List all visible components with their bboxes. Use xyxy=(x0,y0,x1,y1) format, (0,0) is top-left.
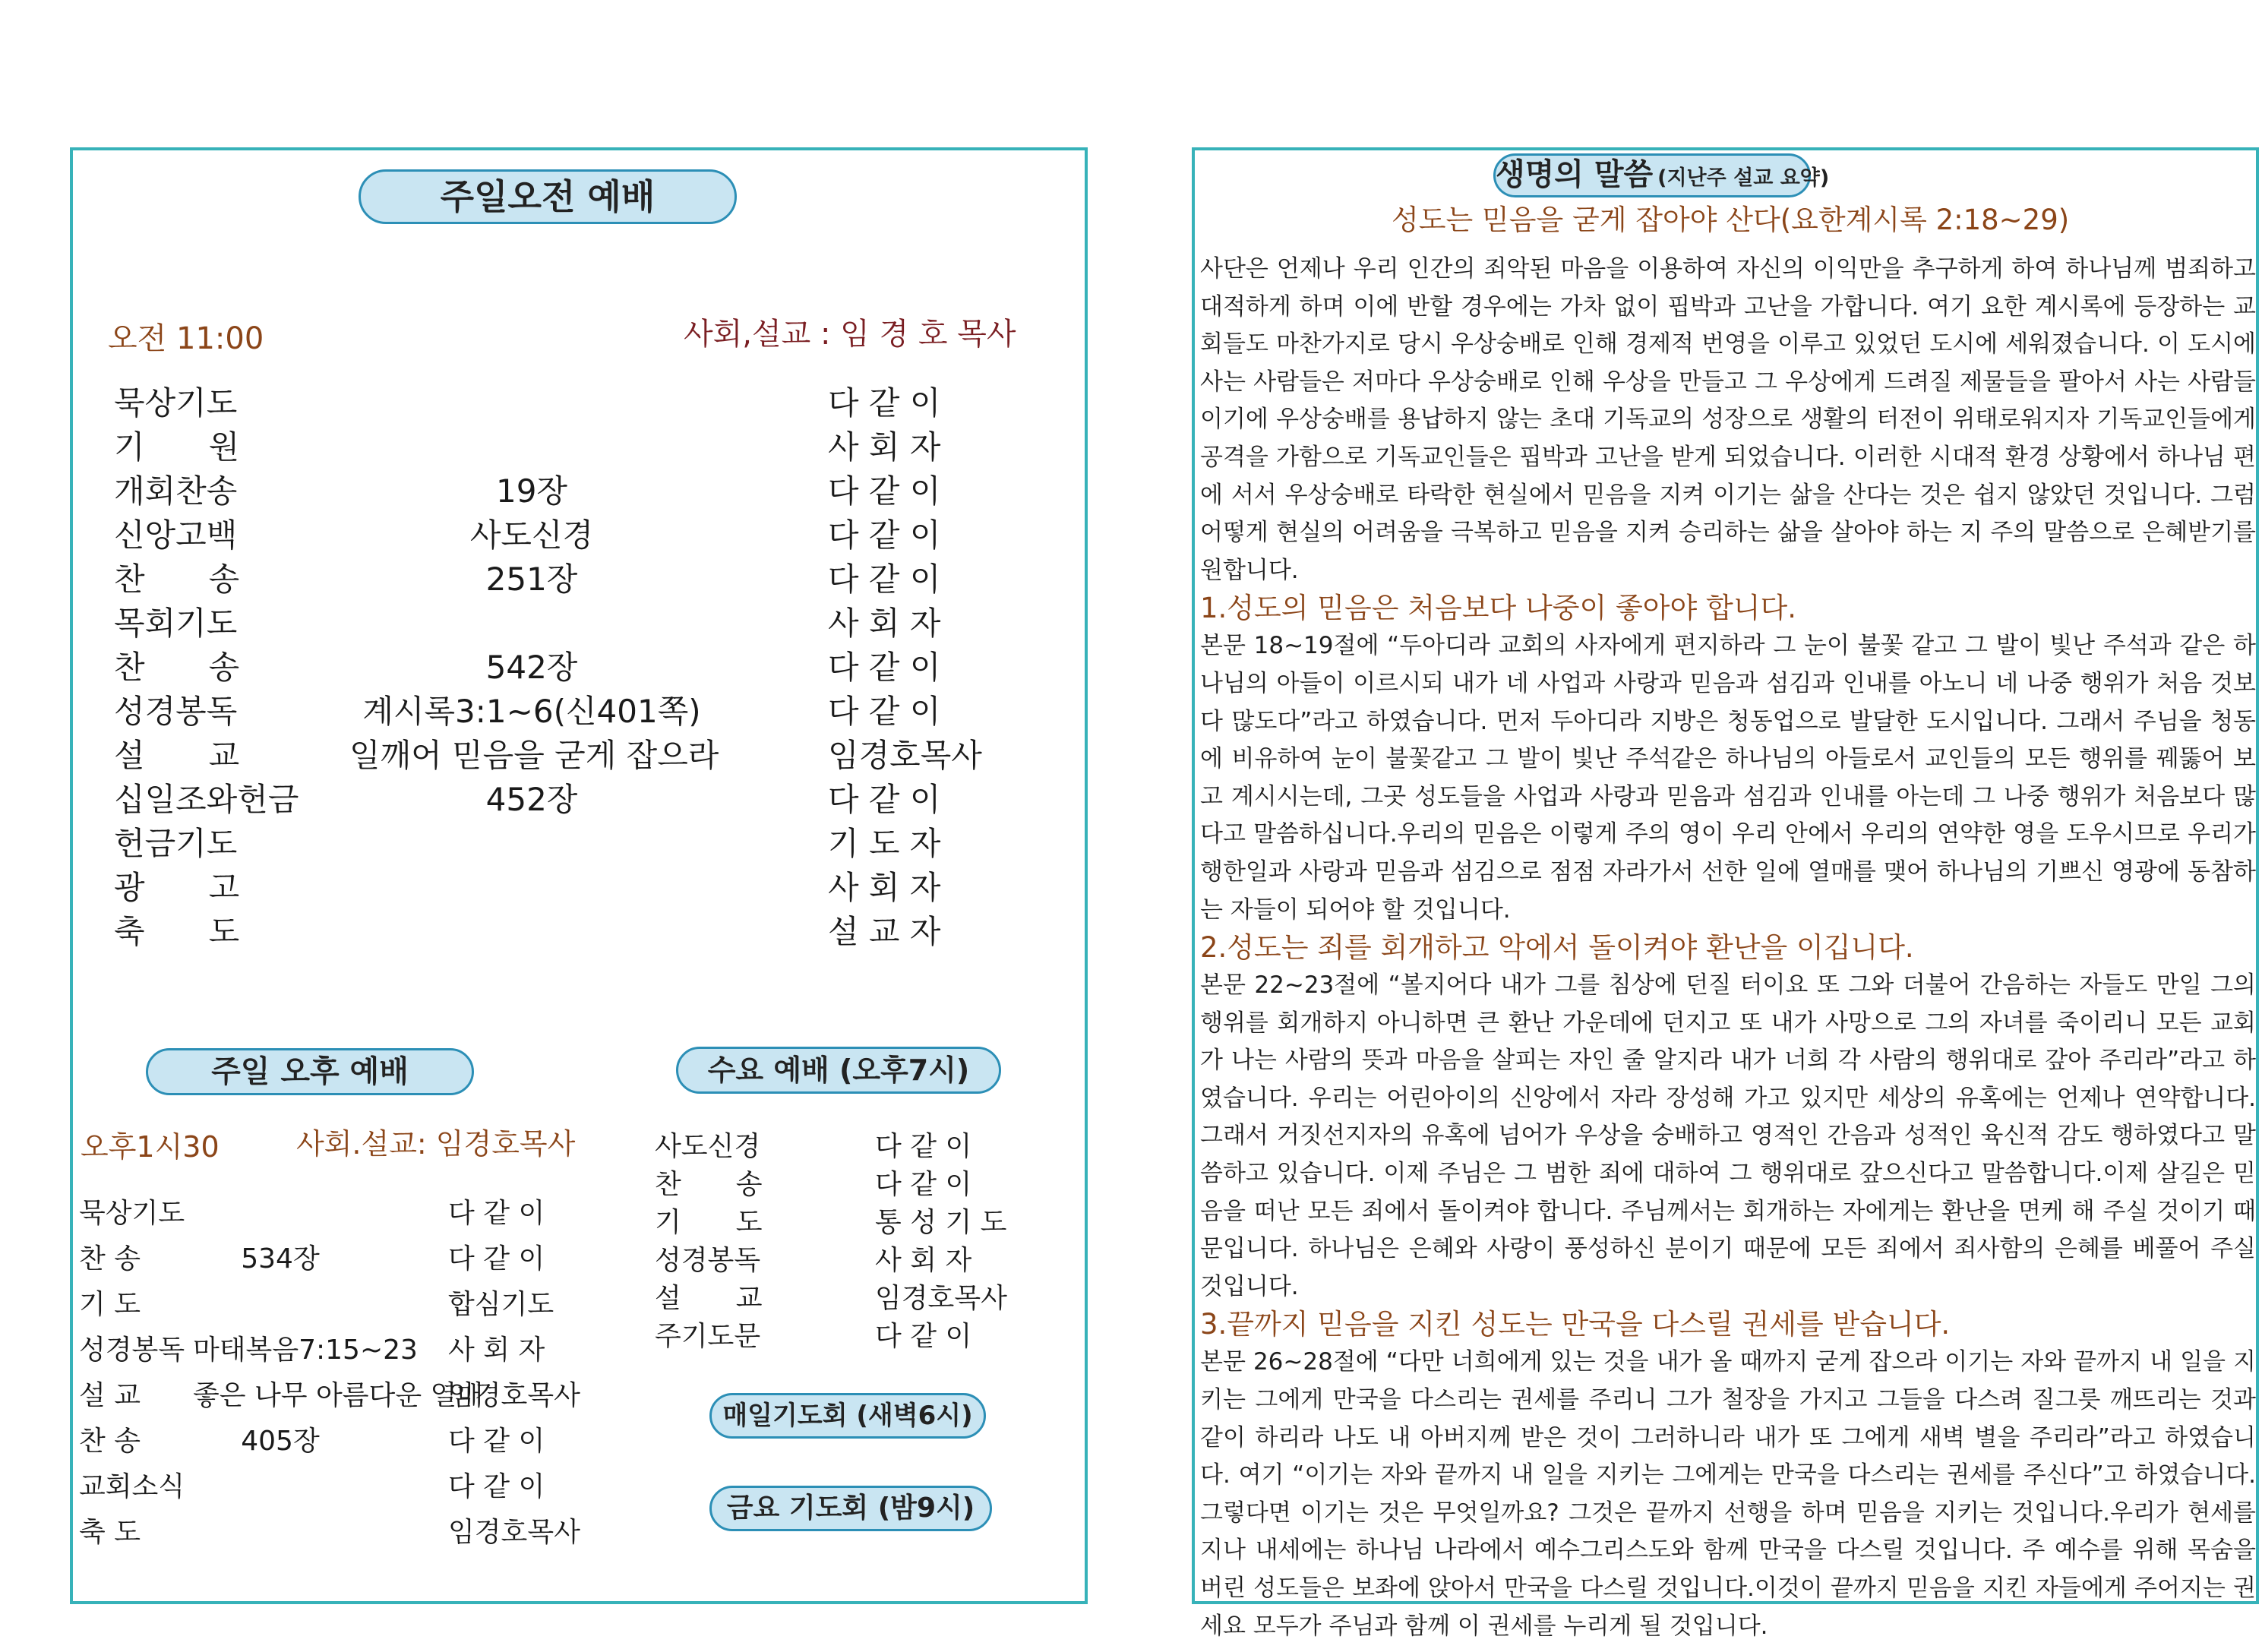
order-item-person: 사 회 자 xyxy=(828,605,941,642)
order-row xyxy=(79,1237,626,1282)
order-row xyxy=(79,1282,626,1328)
order-item-name: 찬 송 xyxy=(655,1169,763,1200)
afternoon-order-list xyxy=(79,1191,626,1571)
order-item-detail: 542장 xyxy=(485,649,578,686)
order-item-detail: 일깨어 믿음을 굳게 잡으라 xyxy=(349,737,719,774)
sermon-title-note: (지난주 설교 요약) xyxy=(1657,166,1830,190)
morning-leader: 사회,설교 : 임 경 호 목사 xyxy=(684,317,1016,352)
order-item-person: 다 같 이 xyxy=(875,1169,972,1200)
order-item-person: 다 같 이 xyxy=(448,1426,545,1457)
order-item-person: 다 같 이 xyxy=(875,1131,972,1162)
order-item-name: 묵상기도 xyxy=(114,384,238,422)
order-item-name: 설 교 xyxy=(114,737,240,774)
order-item-name: 개회찬송 xyxy=(114,472,238,510)
order-item-detail: 계시록3:1~6(신401쪽) xyxy=(362,693,701,730)
daily-prayer-badge: 매일기도회 (새벽6시) xyxy=(709,1393,986,1439)
order-item-person: 사 회 자 xyxy=(875,1245,972,1276)
order-row xyxy=(114,513,987,558)
sermon-intro: 사단은 언제나 우리 인간의 죄악된 마음을 이용하여 자신의 이익만을 추구하게 하여 하나님께 범죄하고 대적하게 하며 이에 반할 경우에는 가차 없이 핍박과 고난을 가합니다. 여기 요한 계시록에 등장하는 교회들도 마찬가지로 당시 우상숭배로 인해 경제적 번영을 이루고 있었던 도시에 세워졌습니다. 이 도시에 사는 사람들은 저마다 우상숭배로 인해 우상을 만들고 그 우상에게 드려질 제물들을 팔아서 사는 사람들이기에 우상숭배를 용납하지 않는 초대 기독교의 성장으로 생활의 터전이 위태로워지자 기독교인들에게 공격을 가함으로 기독교인들은 핍박과 고난을 받게 되었습니다. 이러한 시대적 환경 상황에서 하나님 편에 서서 우상숭배로 타락한 현실에서 믿음을 지켜 이기는 삶을 산다는 것은 쉽지 않았던 것입니다. 그럼 어떻게 현실의 어려움을 극복하고 믿음을 지켜 승리하는 삶을 살아야 하는 지 주의 말씀으로 은혜받기를 원합니다. xyxy=(1200,255,2256,584)
order-item-person: 임경호목사 xyxy=(448,1380,580,1411)
morning-service-title: 주일오전 예배 xyxy=(359,169,737,224)
wednesday-service-title: 수요 예배 (오후7시) xyxy=(676,1047,1001,1094)
order-item-name: 광 고 xyxy=(114,869,240,906)
order-item-person: 다 같 이 xyxy=(828,561,941,598)
order-item-name: 축 도 xyxy=(79,1517,141,1548)
order-item-name: 교회소식 xyxy=(79,1471,185,1502)
order-item-person: 다 같 이 xyxy=(448,1198,545,1229)
order-item-name: 성경봉독 xyxy=(79,1335,185,1366)
order-item-name: 찬 송 xyxy=(114,561,240,598)
point-1-body: 본문 18~19절에 “두아디라 교회의 사자에게 편지하라 그 눈이 불꽃 같고 그 발이 빛난 주석과 같은 하나님의 아들이 이르시되 내가 네 사업과 사랑과 믿음과 섬김과 인내를 아노니 네 나중 행위가 처음 것보다 많도다”라고 하였습니다. 먼저 두아디라 지방은 청동업으로 발달한 도시입니다. 그래서 주님을 청동에 비유하여 눈이 불꽃같고 그 발이 빛난 주석같은 하나님의 아들로서 교인들의 모든 행위를 꿰뚫어 보고 계시시는데, 그곳 성도들을 사업과 사랑과 믿음과 섬김과 인내를 아는데 그 나중 행위가 처음보다 많다고 말씀하십니다.우리의 믿음은 이렇게 주의 영이 우리 안에서 우리의 연약한 영을 도우시므로 우리가 행한일과 사랑과 믿음과 섬김으로 점점 자라가서 선한 일에 열매를 맺어 하나님의 기쁘신 영광에 동참하는 자들이 되어야 할 것입니다. xyxy=(1200,632,2256,924)
order-row xyxy=(79,1191,626,1237)
afternoon-leader: 사회.설교: 임경호목사 xyxy=(296,1127,576,1161)
order-item-person: 다 같 이 xyxy=(828,649,941,686)
order-item-detail: 251장 xyxy=(485,561,578,598)
order-item-detail: 452장 xyxy=(485,781,578,818)
point-2-heading: 2.성도는 죄를 회개하고 악에서 돌이켜야 환난을 이깁니다. xyxy=(1200,931,1914,965)
order-item-name: 축 도 xyxy=(114,913,240,950)
order-row xyxy=(114,381,987,425)
order-item-detail: 19장 xyxy=(495,472,567,510)
order-row xyxy=(114,866,987,910)
order-row xyxy=(114,425,987,469)
order-item-detail: 534장 xyxy=(241,1243,320,1275)
order-item-name: 찬 송 xyxy=(114,649,240,686)
order-row xyxy=(79,1419,626,1464)
order-item-name: 성경봉독 xyxy=(655,1245,761,1276)
morning-time: 오전 11:00 xyxy=(108,321,264,356)
order-item-person: 다 같 이 xyxy=(828,516,941,554)
order-row xyxy=(114,690,987,734)
order-item-person: 다 같 이 xyxy=(828,472,941,510)
friday-prayer-badge: 금요 기도회 (밤9시) xyxy=(709,1486,992,1531)
order-row xyxy=(79,1373,626,1419)
order-item-person: 다 같 이 xyxy=(875,1321,972,1352)
order-item-person: 다 같 이 xyxy=(448,1471,545,1502)
order-item-person: 다 같 이 xyxy=(828,693,941,730)
order-item-name: 신앙고백 xyxy=(114,516,238,554)
order-item-name: 찬 송 xyxy=(79,1243,141,1275)
order-row xyxy=(114,469,987,513)
order-item-name: 기 도 xyxy=(655,1207,763,1238)
order-item-person: 사 회 자 xyxy=(448,1335,545,1366)
order-item-person: 다 같 이 xyxy=(828,781,941,818)
order-row xyxy=(114,910,987,954)
order-row xyxy=(114,646,987,690)
order-row xyxy=(655,1314,1012,1360)
order-item-name: 찬 송 xyxy=(79,1426,141,1457)
sermon-body xyxy=(1200,251,2256,1645)
order-item-detail: 마태복음7:15~23 xyxy=(193,1335,418,1366)
sermon-subtitle: 성도는 믿음을 굳게 잡아야 산다(요한계시록 2:18~29) xyxy=(1392,204,2070,236)
order-item-name: 성경봉독 xyxy=(114,693,238,730)
order-item-name: 기 원 xyxy=(114,428,240,466)
order-item-name: 목회기도 xyxy=(114,605,238,642)
order-item-person: 설 교 자 xyxy=(828,913,941,950)
order-row xyxy=(114,778,987,822)
order-item-person: 임경호목사 xyxy=(448,1517,580,1548)
order-item-person: 사 회 자 xyxy=(828,428,941,466)
morning-order-list xyxy=(114,381,987,959)
order-item-person: 다 같 이 xyxy=(828,384,941,422)
order-item-name: 설 교 xyxy=(79,1380,141,1411)
order-row xyxy=(79,1464,626,1510)
order-item-person: 임경호목사 xyxy=(828,737,982,774)
point-2-body: 본문 22~23절에 “볼지어다 내가 그를 침상에 던질 터이요 또 그와 더불어 간음하는 자들도 만일 그의 행위를 회개하지 아니하면 큰 환난 가운데에 던지고 또 내가 사망으로 그의 자녀를 죽이리니 모든 교회가 나는 사람의 뜻과 마음을 살피는 자인 줄 알지라 내가 너희 각 사람의 행위대로 갚아 주리라”라고 하였습니다. 우리는 어린아이의 신앙에서 자라 장성해 가고 있지만 세상의 유혹에는 언제나 연약합니다. 그래서 거짓선지자의 유혹에 넘어가 우상을 숭배하고 영적인 간음과 성적인 육신적 감도 행하였다고 말씀하고 있습니다. 이제 주님은 그 범한 죄에 대하여 그 행위대로 갚으신다고 말씀합니다.이제 살길은 믿음을 떠난 모든 죄에서 돌이켜야 합니다. 주님께서는 회개하는 자에게는 환난을 면케 해 주실 것이기 때문입니다. 하나님은 은혜와 사랑이 풍성하신 분이기 때문에 모든 죄에서 죄사함의 은혜를 베풀어 주실 것입니다. xyxy=(1200,971,2256,1300)
order-item-person: 기 도 자 xyxy=(828,825,941,862)
order-item-person: 다 같 이 xyxy=(448,1243,545,1275)
order-row xyxy=(79,1328,626,1373)
order-item-name: 설 교 xyxy=(655,1283,763,1314)
point-1-heading: 1.성도의 믿음은 처음보다 나중이 좋아야 합니다. xyxy=(1200,592,1796,625)
order-row xyxy=(114,558,987,602)
wednesday-order-list xyxy=(655,1124,1012,1367)
order-item-name: 헌금기도 xyxy=(114,825,238,862)
order-item-name: 기 도 xyxy=(79,1289,141,1320)
sermon-title: 생명의 말씀 xyxy=(1496,157,1654,192)
order-item-name: 십일조와헌금 xyxy=(114,781,299,818)
order-item-person: 통 성 기 도 xyxy=(875,1207,1007,1238)
order-row xyxy=(114,734,987,778)
order-row xyxy=(79,1510,626,1556)
afternoon-service-title: 주일 오후 예배 xyxy=(146,1048,474,1095)
order-row xyxy=(114,822,987,866)
order-item-name: 묵상기도 xyxy=(79,1198,185,1229)
order-item-name: 주기도문 xyxy=(655,1321,761,1352)
order-item-person: 합심기도 xyxy=(448,1289,554,1320)
order-item-person: 임경호목사 xyxy=(875,1283,1007,1314)
afternoon-time: 오후1시30 xyxy=(81,1130,220,1164)
point-3-body: 본문 26~28절에 “다만 너희에게 있는 것을 내가 올 때까지 굳게 잡으라 이기는 자와 끝까지 내 일을 지키는 그에게 만국을 다스리는 권세를 주리니 그가 철장을 가지고 그들을 다스려 질그릇 깨뜨리는 것과 같이 하리라 나도 내 아버지께 받은 것이 그러하니라 내가 또 그에게 새벽 별을 주리라”라고 하였습니다. 여기 “이기는 자와 끝까지 내 일을 지키는 그에게는 만국을 다스리는 권세를 주신다”고 하였습니다.그렇다면 이기는 것은 무엇일까요? 그것은 끝까지 선행을 하며 믿음을 지키는 것입니다.우리가 현세를 지나 내세에는 하나님 나라에서 예수그리스도와 함께 만국을 다스릴 것입니다. 주 예수를 위해 목숨을 버린 성도들은 보좌에 앉아서 만국을 다스릴 것입니다.이것이 끝까지 믿음을 지킨 자들에게 주어지는 권세요 모두가 주님과 함께 이 권세를 누리게 될 것입니다. xyxy=(1200,1348,2256,1640)
order-item-detail: 좋은 나무 아름다운 열매 xyxy=(193,1380,484,1411)
order-item-detail: 405장 xyxy=(241,1426,320,1457)
order-item-name: 사도신경 xyxy=(655,1131,761,1162)
point-3-heading: 3.끝까지 믿음을 지킨 성도는 만국을 다스릴 권세를 받습니다. xyxy=(1200,1308,1951,1341)
order-item-person: 사 회 자 xyxy=(828,869,941,906)
order-row xyxy=(114,602,987,646)
order-item-detail: 사도신경 xyxy=(469,516,594,554)
sermon-title-badge xyxy=(1493,153,1830,197)
